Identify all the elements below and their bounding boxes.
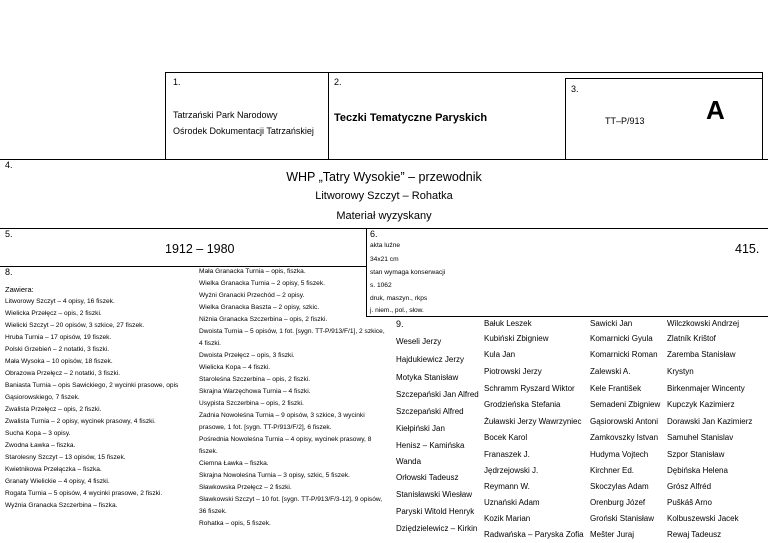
contents-item: Wielicka Przełęcz – opis, 2 fiszki. <box>5 310 102 317</box>
field-number-4: 4. <box>5 160 13 170</box>
physical-desc-5: druk, maszyn., rkps <box>370 295 428 302</box>
contents-item: Kwietnikowa Przełączka – fiszka. <box>5 466 102 473</box>
contents-item: Sucha Kopa – 3 opisy. <box>5 430 71 437</box>
field-number-6: 6. <box>370 229 378 239</box>
author-name: Rewaj Tadeusz <box>667 530 722 539</box>
author-name: Kula Jan <box>484 350 516 359</box>
author-name: Komarnicki Gyula <box>590 334 653 343</box>
author-name: Puškáš Arno <box>667 498 712 507</box>
contents-item: Usypista Szczerbina – opis, 2 fiszki. <box>199 400 304 407</box>
author-name: Jędrzejowski J. <box>484 466 539 475</box>
contents-item: Litworowy Szczyt – 4 opisy, 16 fiszek. <box>5 298 115 305</box>
physical-desc-1: akta luźne <box>370 242 401 249</box>
contents-item: Zwodna Ławka – fiszka. <box>5 442 76 449</box>
contents-item: Rogata Turnia – 5 opisów, 4 wycinki prasowe, 2 fiszki. <box>5 490 163 497</box>
contents-item: Ciemna Ławka – fiszka. <box>199 460 269 467</box>
author-name: Franaszek J. <box>484 450 530 459</box>
field-number-5: 5. <box>5 229 13 239</box>
frame-right <box>762 72 763 160</box>
author-name: Stanisławski Wiesław <box>396 490 473 499</box>
author-name: Szczepański Jan Alfred <box>396 390 479 399</box>
contents-item: Baniasta Turnia – opis Sawickiego, 2 wycinki prasowe, opis <box>5 382 179 389</box>
author-name: Bocek Karol <box>484 433 528 442</box>
contents-item: Wyżni Granacki Przechód – 2 opisy. <box>199 292 305 299</box>
field-number-3: 3. <box>571 84 579 94</box>
physical-desc-2: 34x21 cm <box>370 256 399 263</box>
contents-item: Starolesny Szczyt – 13 opisów, 15 fiszek. <box>5 454 126 461</box>
author-name: Szpor Stanisław <box>667 450 725 459</box>
contents-item: Skrajna Warzęchowa Turnia – 4 fiszki. <box>199 388 311 395</box>
author-name: Hajdukiewicz Jerzy <box>396 355 465 364</box>
author-name: Kubiński Zbigniew <box>484 334 549 343</box>
author-name: Motyka Stanisław <box>396 373 459 382</box>
contents-item: Mała Wysoka – 10 opisów, 18 fiszek. <box>5 358 113 365</box>
author-name: Kozik Marian <box>484 514 531 523</box>
author-name: Mešter Juraj <box>590 530 635 539</box>
contents-item: Dwoista Przełęcz – opis, 3 fiszki. <box>199 352 295 359</box>
author-name: Zamkovszky Istvan <box>590 433 659 442</box>
field-number-1: 1. <box>173 77 181 87</box>
author-name: Dorawski Jan Kazimierz <box>667 417 753 426</box>
rule-6-bottom <box>366 316 768 317</box>
contents-item: Wielicki Szczyt – 20 opisów, 3 szkice, 27 fiszek. <box>5 322 145 329</box>
rule-5-bottom <box>0 266 366 267</box>
author-name: Hudyma Vojtech <box>590 450 649 459</box>
author-name: Skoczylas Adam <box>590 482 649 491</box>
contents-item: 36 fiszek. <box>199 508 227 515</box>
author-name: Schramm Ryszard Wiktor <box>484 384 575 393</box>
contents-item: Skrajna Nowoleśna Turnia – 3 opisy, szkic, 5 fiszek. <box>199 472 350 479</box>
author-name: Groński Stanisław <box>590 514 655 523</box>
document-title: WHP „Tatry Wysokie” – przewodnik <box>286 170 482 184</box>
contents-item: Hruba Turnia – 17 opisów, 19 fiszek. <box>5 334 112 341</box>
contents-item: Wielka Granacka Baszta – 2 opisy, szkic. <box>199 304 320 311</box>
author-name: Kele František <box>590 384 642 393</box>
contents-heading: Zawiera: <box>5 285 34 294</box>
author-name: Birkenmajer Wincenty <box>667 384 745 393</box>
collection-name: Teczki Tematyczne Paryskich <box>334 112 488 124</box>
author-name: Komarnicki Roman <box>590 350 658 359</box>
author-name: Orłowski Tadeusz <box>396 473 459 482</box>
frame-left <box>165 72 166 160</box>
author-name: Bałuk Leszek <box>484 319 532 328</box>
author-name: Kupczyk Kazimierz <box>667 400 735 409</box>
contents-item: Polski Grzebień – 2 notatki, 3 fiszki. <box>5 346 110 353</box>
contents-item: Sławkowski Szczyt – 10 fot. [sygn. TT-P/913/F/3-12], 9 opisów, <box>199 496 383 503</box>
item-count: 415. <box>735 242 760 256</box>
physical-desc-3: stan wymaga konserwacji <box>370 269 446 276</box>
field-number-8: 8. <box>5 267 13 277</box>
author-name: Piotrowski Jerzy <box>484 367 542 376</box>
author-name: Samuhel Stanislav <box>667 433 734 442</box>
frame-divider-2 <box>328 72 329 160</box>
author-name: Grodzieńska Stefania <box>484 400 561 409</box>
author-name: Radwańska – Paryska Zofia <box>484 530 584 539</box>
author-name: Semadeni Zbigniew <box>590 400 661 409</box>
contents-item: Wielka Granacka Turnia – 2 opisy, 5 fiszek. <box>199 280 325 287</box>
author-name: Paryski Witold Henryk <box>396 507 475 516</box>
frame-divider-3 <box>565 78 566 160</box>
organization-name: Tatrzański Park Narodowy <box>173 110 278 120</box>
author-name: Zalewski A. <box>590 367 631 376</box>
field-number-9: 9. <box>396 319 404 329</box>
contents-item: Gąsiorowskiego, 7 fiszek. <box>5 394 80 401</box>
contents-item: Staroleśna Szczerbina – opis, 2 fiszki. <box>199 376 311 383</box>
frame-top-3 <box>565 78 763 79</box>
contents-item: Wyżnia Granacka Szczerbina – fiszka. <box>5 502 118 509</box>
physical-desc-6: j. niem., pol., słow. <box>370 307 424 314</box>
author-name: Gąsiorowski Antoni <box>590 417 659 426</box>
author-name: Żuławski Jerzy Wawrzyniec <box>484 417 582 426</box>
author-name: Reymann W. <box>484 482 530 491</box>
category-letter: A <box>706 95 725 125</box>
author-name: Grósz Alfréd <box>667 482 712 491</box>
signature-code: TT–P/913 <box>605 116 645 126</box>
author-name: Orenburg Józef <box>590 498 646 507</box>
frame-top <box>165 72 763 73</box>
rule-header-bottom <box>0 159 768 160</box>
contents-item: Niżnia Granacka Szczerbina – opis, 2 fiszki. <box>199 316 328 323</box>
contents-item: Obrazowa Przełęcz – 2 notatki, 3 fiszki. <box>5 370 121 377</box>
author-name: Kiełpiński Jan <box>396 424 445 433</box>
contents-item: Granaty Wielickie – 4 opisy, 4 fiszki. <box>5 478 110 485</box>
contents-item: Zwalista Turnia – 2 opisy, wycinek prasowy, 4 fiszki. <box>5 418 156 425</box>
contents-item: Zadnia Nowoleśna Turnia – 9 opisów, 3 szkice, 3 wycinki <box>199 412 365 419</box>
contents-item: fiszek. <box>199 448 218 455</box>
contents-item: Wielicka Kopa – 4 fiszki. <box>199 364 271 371</box>
author-name: Henisz – Kamińska <box>396 441 465 450</box>
document-subtitle: Litworowy Szczyt – Rohatka <box>315 190 453 202</box>
contents-item: Zwalista Przełęcz – opis, 2 fiszki. <box>5 406 102 413</box>
author-name: Wilczkowski Andrzej <box>667 319 740 328</box>
contents-item: Pośrednia Nowoleśna Turnia – 4 opisy, wycinek prasowy, 8 <box>199 436 372 443</box>
author-name: Szczepański Alfred <box>396 407 464 416</box>
contents-item: Sławkowska Przełęcz – 2 fiszki. <box>199 484 292 491</box>
document-description: Materiał wyzyskany <box>336 210 432 222</box>
rule-vertical-5-6 <box>366 228 367 316</box>
author-name: Sawicki Jan <box>590 319 633 328</box>
contents-item: 4 fiszki. <box>199 340 221 347</box>
author-name: Dziędzielewicz – Kirkin <box>396 524 478 533</box>
author-name: Zlatník Krištof <box>667 334 716 343</box>
field-number-2: 2. <box>334 77 342 87</box>
author-name: Dębińska Helena <box>667 466 728 475</box>
author-name: Kirchner Ed. <box>590 466 635 475</box>
contents-item: prasowe, 1 fot. [sygn. TT-P/913/F/2], 6 fiszek. <box>199 424 332 431</box>
contents-item: Mała Granacka Turnia – opis, fiszka. <box>199 268 306 275</box>
author-name: Zaremba Stanisław <box>667 350 736 359</box>
date-range: 1912 – 1980 <box>165 242 235 256</box>
rule-title-bottom <box>0 228 768 229</box>
author-name: Uznański Adam <box>484 498 540 507</box>
author-name: Kolbuszewski Jacek <box>667 514 739 523</box>
organization-department: Ośrodek Dokumentacji Tatrzańskiej <box>173 126 314 136</box>
physical-desc-4: s. 1062 <box>370 282 392 289</box>
contents-item: Dwoista Turnia – 5 opisów, 1 fot. [sygn. TT-P/913/F/1], 2 szkice, <box>199 328 385 335</box>
author-name: Weseli Jerzy <box>396 337 442 346</box>
contents-item: Rohatka – opis, 5 fiszek. <box>199 520 271 527</box>
author-name: Krystyn <box>667 367 694 376</box>
author-name: Wanda <box>396 457 422 466</box>
